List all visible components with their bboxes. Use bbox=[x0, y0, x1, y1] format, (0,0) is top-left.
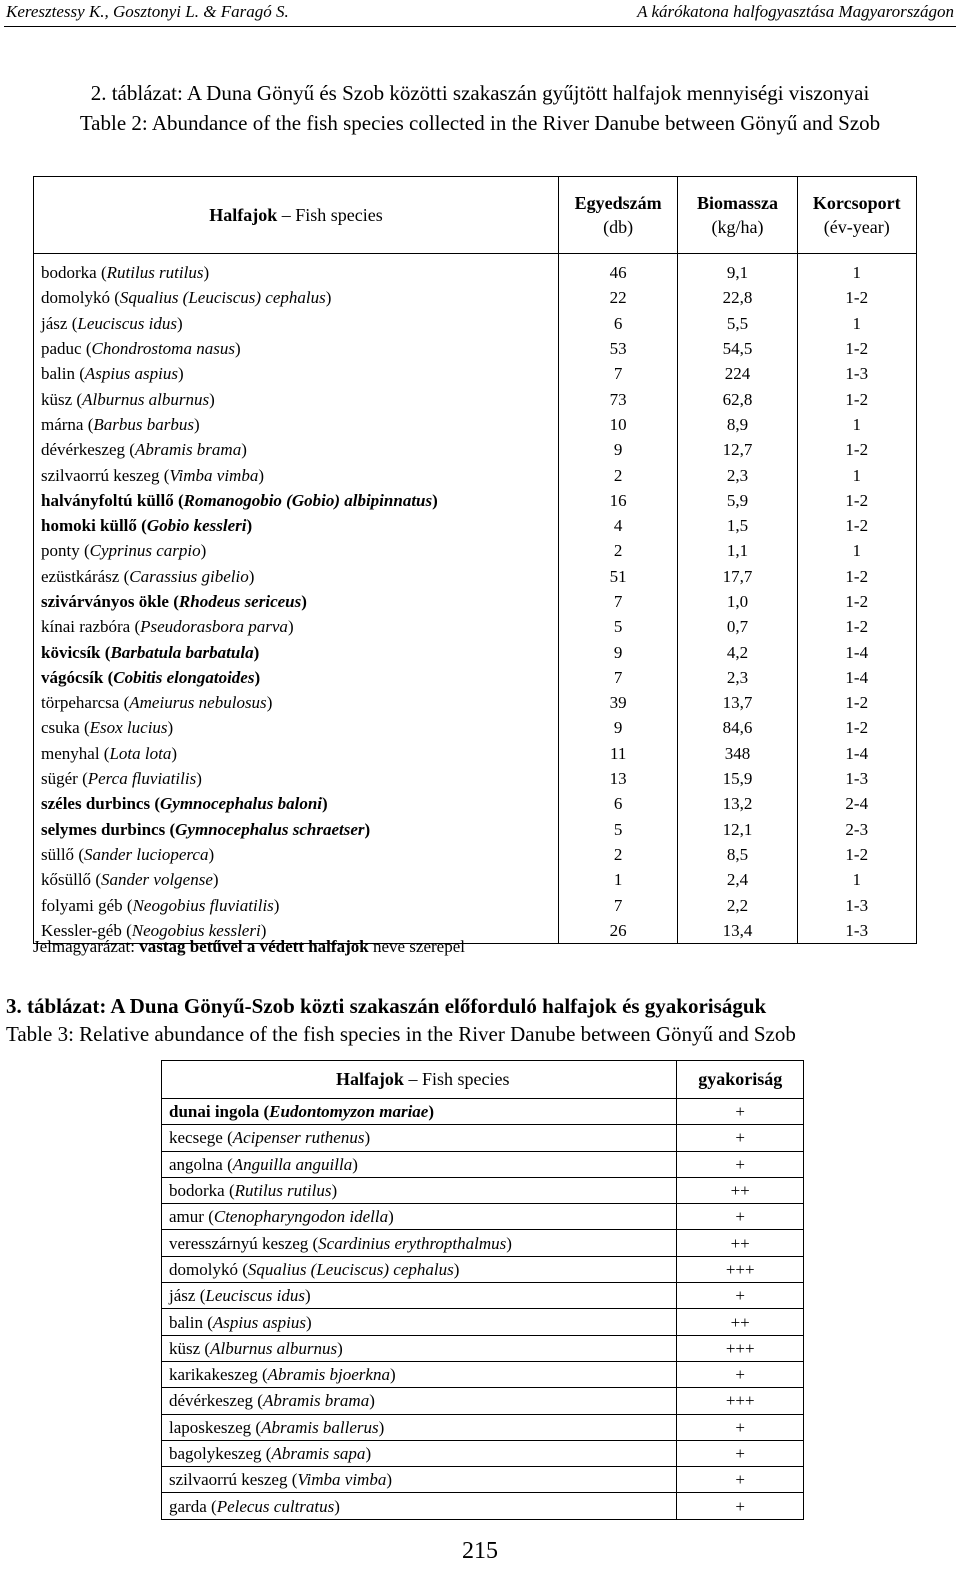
count-cell: 7 bbox=[558, 892, 677, 917]
species-cell: Kessler-géb (Neogobius kessleri) bbox=[41, 920, 267, 940]
species-cell: ponty (Cyprinus carpio) bbox=[41, 541, 207, 561]
count-cell: 2 bbox=[558, 462, 677, 487]
table-row bbox=[162, 1125, 804, 1151]
frequency-cell: + bbox=[677, 1283, 804, 1309]
species-common-name: laposkeszeg bbox=[169, 1417, 252, 1437]
frequency-cell: +++ bbox=[677, 1388, 804, 1414]
table-row bbox=[34, 437, 917, 462]
age-group-cell: 1-2 bbox=[797, 386, 916, 411]
count-cell: 13 bbox=[558, 766, 677, 791]
species-cell: balin (Aspius aspius) bbox=[41, 364, 184, 384]
species-cell: jász (Leuciscus idus) bbox=[162, 1283, 677, 1309]
species-latin-name: Rutilus rutilus bbox=[106, 263, 204, 283]
species-latin-name: Sander volgense bbox=[100, 870, 213, 890]
age-group-cell: 1-2 bbox=[797, 513, 916, 538]
biomass-cell: 2,4 bbox=[678, 867, 797, 892]
species-common-name: csuka bbox=[41, 718, 80, 738]
table-row bbox=[162, 1467, 804, 1493]
table-row bbox=[34, 538, 917, 563]
table-row bbox=[34, 842, 917, 867]
species-common-name: sügér bbox=[41, 769, 78, 789]
age-group-cell: 2-3 bbox=[797, 817, 916, 842]
species-common-name: ezüstkárász bbox=[41, 566, 120, 586]
biomass-cell: 5,9 bbox=[678, 488, 797, 513]
species-cell: balin (Aspius aspius) bbox=[162, 1309, 677, 1335]
species-latin-name: Aspius aspius bbox=[212, 1312, 306, 1332]
table-row bbox=[34, 741, 917, 766]
running-head-rule bbox=[4, 26, 956, 27]
table3-caption-en: Table 3: Relative abundance of the fish species in the River Danube between Gönyű and Szob bbox=[6, 1022, 796, 1046]
biomass-cell: 0,7 bbox=[678, 614, 797, 639]
biomass-cell: 2,3 bbox=[678, 462, 797, 487]
table2-legend: Jelmagyarázat: vastag betűvel a védett halfajok neve szerepel bbox=[33, 937, 465, 956]
biomass-cell: 84,6 bbox=[678, 715, 797, 740]
count-cell: 11 bbox=[558, 741, 677, 766]
age-group-cell: 1-3 bbox=[797, 918, 916, 944]
table-row bbox=[34, 766, 917, 791]
species-cell: bodorka (Rutilus rutilus) bbox=[162, 1177, 677, 1203]
age-group-cell: 1 bbox=[797, 260, 916, 285]
age-group-cell: 1 bbox=[797, 412, 916, 437]
species-cell: dunai ingola (Eudontomyzon mariae) bbox=[162, 1099, 677, 1125]
species-common-name: menyhal bbox=[41, 743, 100, 763]
page-number: 215 bbox=[462, 1538, 498, 1564]
species-latin-name: Abramis ballerus bbox=[261, 1417, 379, 1437]
biomass-cell: 2,3 bbox=[678, 665, 797, 690]
age-group-cell: 2-4 bbox=[797, 791, 916, 816]
species-cell: küsz (Alburnus alburnus) bbox=[41, 389, 215, 409]
table-row bbox=[34, 715, 917, 740]
biomass-cell: 8,9 bbox=[678, 412, 797, 437]
biomass-cell: 1,5 bbox=[678, 513, 797, 538]
biomass-cell: 2,2 bbox=[678, 892, 797, 917]
table-row bbox=[162, 1361, 804, 1387]
species-common-name: bodorka bbox=[169, 1181, 225, 1201]
species-cell: karikakeszeg (Abramis bjoerkna) bbox=[162, 1361, 677, 1387]
species-cell: szivárványos ökle (Rhodeus sericeus) bbox=[41, 592, 307, 611]
running-head bbox=[6, 2, 954, 26]
frequency-cell: + bbox=[677, 1151, 804, 1177]
table-row bbox=[34, 665, 917, 690]
table3-header-row bbox=[162, 1061, 804, 1099]
running-head-authors: Keresztessy K., Gosztonyi L. & Faragó S. bbox=[6, 2, 289, 21]
table-row bbox=[34, 639, 917, 664]
age-group-cell: 1-3 bbox=[797, 361, 916, 386]
table2-header-biomass: Biomassza (kg/ha) bbox=[678, 177, 797, 254]
species-latin-name: Abramis brama bbox=[262, 1391, 370, 1411]
table-row bbox=[34, 285, 917, 310]
count-cell: 46 bbox=[558, 260, 677, 285]
species-cell: homoki küllő (Gobio kessleri) bbox=[41, 516, 253, 536]
count-cell: 53 bbox=[558, 336, 677, 361]
table2-caption-hu: 2. táblázat: A Duna Gönyű és Szob közötti szakaszán gyűjtött halfajok mennyiségi viszonyai bbox=[90, 81, 870, 105]
count-cell: 2 bbox=[558, 842, 677, 867]
count-cell: 51 bbox=[558, 564, 677, 589]
species-common-name: törpeharcsa bbox=[41, 693, 120, 713]
frequency-cell: +++ bbox=[677, 1335, 804, 1361]
species-common-name: homoki küllő bbox=[41, 516, 137, 536]
table-row bbox=[34, 361, 917, 386]
species-cell: kínai razbóra (Pseudorasbora parva) bbox=[41, 617, 294, 637]
count-cell: 5 bbox=[558, 614, 677, 639]
species-cell: törpeharcsa (Ameiurus nebulosus) bbox=[41, 693, 273, 713]
species-common-name: balin bbox=[169, 1312, 203, 1332]
age-group-cell: 1-2 bbox=[797, 285, 916, 310]
species-cell: széles durbincs (Gymnocephalus baloni) bbox=[41, 794, 328, 814]
species-cell: bagolykeszeg (Abramis sapa) bbox=[162, 1440, 677, 1466]
species-latin-name: Neogobius fluviatilis bbox=[132, 895, 274, 915]
biomass-cell: 1,0 bbox=[678, 589, 797, 614]
frequency-cell: ++ bbox=[677, 1309, 804, 1335]
species-common-name: vágócsík bbox=[41, 667, 104, 687]
table-row bbox=[162, 1204, 804, 1230]
species-common-name: karikakeszeg bbox=[169, 1365, 258, 1385]
count-cell: 4 bbox=[558, 513, 677, 538]
table-row bbox=[34, 311, 917, 336]
age-group-cell: 1 bbox=[797, 311, 916, 336]
species-cell: vágócsík (Cobitis elongatoides) bbox=[41, 667, 261, 687]
age-group-cell: 1-2 bbox=[797, 614, 916, 639]
table3-caption bbox=[6, 992, 796, 1048]
table-row bbox=[34, 412, 917, 437]
species-cell: küsz (Alburnus alburnus) bbox=[162, 1335, 677, 1361]
species-latin-name: Sander lucioperca bbox=[83, 844, 209, 864]
species-common-name: kecsege bbox=[169, 1128, 223, 1148]
table-row bbox=[34, 817, 917, 842]
frequency-cell: + bbox=[677, 1361, 804, 1387]
species-latin-name: Aspius aspius bbox=[84, 364, 178, 384]
running-head-title: A kárókatona halfogyasztása Magyarországon bbox=[637, 2, 954, 21]
species-common-name: süllő bbox=[41, 844, 75, 864]
table-row bbox=[34, 260, 917, 285]
age-group-cell: 1-4 bbox=[797, 665, 916, 690]
species-common-name: halványfoltú küllő bbox=[41, 490, 174, 510]
table2-body bbox=[34, 254, 917, 944]
count-cell: 7 bbox=[558, 589, 677, 614]
count-cell: 2 bbox=[558, 538, 677, 563]
frequency-cell: + bbox=[677, 1099, 804, 1125]
species-common-name: dunai ingola bbox=[169, 1102, 260, 1122]
species-cell: kősüllő (Sander volgense) bbox=[41, 870, 219, 890]
table3-header-frequency: gyakoriság bbox=[677, 1061, 804, 1099]
table-row bbox=[162, 1283, 804, 1309]
species-latin-name: Gymnocephalus baloni bbox=[160, 794, 323, 814]
table-row bbox=[162, 1493, 804, 1519]
table-row bbox=[162, 1335, 804, 1361]
species-latin-name: Romanogobio (Gobio) albipinnatus bbox=[183, 490, 433, 510]
species-latin-name: Barbatula barbatula bbox=[110, 642, 254, 662]
table-row bbox=[34, 892, 917, 917]
species-common-name: amur bbox=[169, 1207, 204, 1227]
table2-header-species: Halfajok – Fish species bbox=[34, 177, 559, 254]
table-row bbox=[34, 589, 917, 614]
table-row bbox=[162, 1388, 804, 1414]
table2-header-count: Egyedszám (db) bbox=[558, 177, 677, 254]
species-common-name: domolykó bbox=[41, 288, 110, 308]
count-cell: 6 bbox=[558, 311, 677, 336]
species-latin-name: Chondrostoma nasus bbox=[91, 339, 235, 359]
biomass-cell: 12,1 bbox=[678, 817, 797, 842]
biomass-cell: 9,1 bbox=[678, 260, 797, 285]
species-common-name: veresszárnyú keszeg bbox=[169, 1233, 309, 1253]
biomass-cell: 17,7 bbox=[678, 564, 797, 589]
species-common-name: bodorka bbox=[41, 263, 97, 283]
table3-caption-hu: 3. táblázat: A Duna Gönyű-Szob közti szakaszán előforduló halfajok és gyakoriságuk bbox=[6, 994, 767, 1018]
table-row bbox=[162, 1414, 804, 1440]
table-row bbox=[34, 690, 917, 715]
table2-caption-en: Table 2: Abundance of the fish species collected in the River Danube between Gönyű and Szob bbox=[79, 111, 881, 135]
age-group-cell: 1-2 bbox=[797, 488, 916, 513]
species-latin-name: Acipenser ruthenus bbox=[232, 1128, 365, 1148]
species-latin-name: Ameiurus nebulosus bbox=[129, 693, 267, 713]
species-cell: domolykó (Squalius (Leuciscus) cephalus) bbox=[41, 288, 332, 308]
age-group-cell: 1-3 bbox=[797, 766, 916, 791]
species-common-name: szilvaorrú keszeg bbox=[169, 1470, 288, 1490]
age-group-cell: 1-2 bbox=[797, 715, 916, 740]
table-row bbox=[162, 1099, 804, 1125]
frequency-cell: + bbox=[677, 1493, 804, 1519]
species-cell: laposkeszeg (Abramis ballerus) bbox=[162, 1414, 677, 1440]
species-cell: csuka (Esox lucius) bbox=[41, 718, 174, 738]
table-row bbox=[34, 614, 917, 639]
species-common-name: selymes durbincs bbox=[41, 819, 166, 839]
table2-header-age: Korcsoport (év-year) bbox=[797, 177, 916, 254]
species-latin-name: Anguilla anguilla bbox=[232, 1154, 353, 1174]
species-latin-name: Eudontomyzon mariae bbox=[269, 1102, 429, 1122]
biomass-cell: 13,7 bbox=[678, 690, 797, 715]
species-common-name: kínai razbóra bbox=[41, 617, 131, 637]
table-row bbox=[34, 336, 917, 361]
species-common-name: szilvaorrú keszeg bbox=[41, 465, 160, 485]
species-common-name: Kessler-géb bbox=[41, 920, 122, 940]
species-common-name: széles durbincs bbox=[41, 794, 151, 814]
species-common-name: küsz bbox=[41, 389, 73, 409]
frequency-cell: ++ bbox=[677, 1230, 804, 1256]
biomass-cell: 8,5 bbox=[678, 842, 797, 867]
species-cell: garda (Pelecus cultratus) bbox=[162, 1493, 677, 1519]
age-group-cell: 1 bbox=[797, 867, 916, 892]
table-row bbox=[34, 386, 917, 411]
table-row bbox=[34, 462, 917, 487]
species-cell: kecsege (Acipenser ruthenus) bbox=[162, 1125, 677, 1151]
age-group-cell: 1-4 bbox=[797, 639, 916, 664]
table-row bbox=[34, 867, 917, 892]
species-cell: dévérkeszeg (Abramis brama) bbox=[41, 440, 247, 460]
species-common-name: küsz bbox=[169, 1338, 201, 1358]
species-latin-name: Barbus barbus bbox=[93, 414, 195, 434]
frequency-cell: ++ bbox=[677, 1177, 804, 1203]
species-latin-name: Squalius (Leuciscus) cephalus bbox=[119, 288, 326, 308]
frequency-cell: + bbox=[677, 1440, 804, 1466]
age-group-cell: 1-2 bbox=[797, 690, 916, 715]
biomass-cell: 13,4 bbox=[678, 918, 797, 944]
species-cell: folyami géb (Neogobius fluviatilis) bbox=[41, 895, 280, 915]
species-cell: süllő (Sander lucioperca) bbox=[41, 844, 215, 864]
table-row bbox=[34, 564, 917, 589]
species-cell: halványfoltú küllő (Romanogobio (Gobio) albipinnatus) bbox=[41, 490, 438, 510]
species-latin-name: Esox lucius bbox=[89, 718, 168, 738]
table-row bbox=[34, 488, 917, 513]
age-group-cell: 1 bbox=[797, 462, 916, 487]
age-group-cell: 1 bbox=[797, 538, 916, 563]
species-latin-name: Scardinius erythropthalmus bbox=[318, 1233, 507, 1253]
age-group-cell: 1-2 bbox=[797, 842, 916, 867]
table3-body bbox=[162, 1099, 804, 1520]
species-latin-name: Neogobius kessleri bbox=[131, 920, 261, 940]
species-latin-name: Cyprinus carpio bbox=[89, 541, 201, 561]
species-common-name: folyami géb bbox=[41, 895, 123, 915]
species-common-name: dévérkeszeg bbox=[169, 1391, 254, 1411]
table-row bbox=[162, 1230, 804, 1256]
biomass-cell: 4,2 bbox=[678, 639, 797, 664]
species-latin-name: Gymnocephalus schraetser bbox=[175, 819, 365, 839]
count-cell: 39 bbox=[558, 690, 677, 715]
biomass-cell: 13,2 bbox=[678, 791, 797, 816]
species-latin-name: Abramis bjoerkna bbox=[267, 1365, 390, 1385]
table-row bbox=[162, 1440, 804, 1466]
species-latin-name: Pseudorasbora parva bbox=[140, 617, 288, 637]
biomass-cell: 15,9 bbox=[678, 766, 797, 791]
species-common-name: bagolykeszeg bbox=[169, 1444, 262, 1463]
biomass-cell: 12,7 bbox=[678, 437, 797, 462]
frequency-cell: + bbox=[677, 1467, 804, 1493]
table2-caption bbox=[0, 78, 960, 138]
species-common-name: kősüllő bbox=[41, 870, 92, 890]
species-common-name: balin bbox=[41, 364, 75, 384]
count-cell: 6 bbox=[558, 791, 677, 816]
species-cell: ezüstkárász (Carassius gibelio) bbox=[41, 566, 255, 586]
species-latin-name: Alburnus alburnus bbox=[82, 389, 210, 409]
biomass-cell: 348 bbox=[678, 741, 797, 766]
species-latin-name: Lota lota bbox=[109, 743, 172, 763]
age-group-cell: 1-3 bbox=[797, 892, 916, 917]
count-cell: 7 bbox=[558, 665, 677, 690]
table-row bbox=[162, 1151, 804, 1177]
species-common-name: jász bbox=[41, 313, 68, 333]
species-latin-name: Leuciscus idus bbox=[77, 313, 177, 333]
species-common-name: kövicsík bbox=[41, 642, 101, 662]
frequency-cell: + bbox=[677, 1204, 804, 1230]
frequency-cell: + bbox=[677, 1125, 804, 1151]
biomass-cell: 1,1 bbox=[678, 538, 797, 563]
biomass-cell: 62,8 bbox=[678, 386, 797, 411]
species-latin-name: Carassius gibelio bbox=[129, 566, 249, 586]
biomass-cell: 54,5 bbox=[678, 336, 797, 361]
species-common-name: garda bbox=[169, 1496, 207, 1516]
species-common-name: paduc bbox=[41, 339, 82, 359]
species-common-name: dévérkeszeg bbox=[41, 440, 126, 460]
table3-header-species: Halfajok – Fish species bbox=[162, 1061, 677, 1099]
frequency-cell: + bbox=[677, 1414, 804, 1440]
age-group-cell: 1-2 bbox=[797, 437, 916, 462]
count-cell: 9 bbox=[558, 639, 677, 664]
table-row bbox=[34, 513, 917, 538]
table3-fish-frequency bbox=[161, 1060, 804, 1520]
count-cell: 5 bbox=[558, 817, 677, 842]
table-row bbox=[162, 1309, 804, 1335]
species-latin-name: Abramis sapa bbox=[271, 1444, 366, 1463]
species-common-name: domolykó bbox=[169, 1259, 238, 1279]
count-cell: 73 bbox=[558, 386, 677, 411]
count-cell: 22 bbox=[558, 285, 677, 310]
count-cell: 10 bbox=[558, 412, 677, 437]
frequency-cell: +++ bbox=[677, 1256, 804, 1282]
species-cell: jász (Leuciscus idus) bbox=[41, 313, 183, 333]
species-latin-name: Cobitis elongatoides bbox=[113, 667, 255, 687]
species-cell: domolykó (Squalius (Leuciscus) cephalus) bbox=[162, 1256, 677, 1282]
species-cell: sügér (Perca fluviatilis) bbox=[41, 769, 202, 789]
species-latin-name: Perca fluviatilis bbox=[87, 769, 197, 789]
table2-fish-abundance bbox=[33, 176, 917, 944]
species-common-name: angolna bbox=[169, 1154, 223, 1174]
species-latin-name: Alburnus alburnus bbox=[210, 1338, 338, 1358]
species-latin-name: Pelecus cultratus bbox=[216, 1496, 335, 1516]
age-group-cell: 1-2 bbox=[797, 336, 916, 361]
count-cell: 9 bbox=[558, 437, 677, 462]
count-cell: 9 bbox=[558, 715, 677, 740]
species-cell: márna (Barbus barbus) bbox=[41, 414, 200, 434]
table-row bbox=[34, 791, 917, 816]
species-cell: bodorka (Rutilus rutilus) bbox=[41, 263, 210, 283]
species-cell: amur (Ctenopharyngodon idella) bbox=[162, 1204, 677, 1230]
count-cell: 7 bbox=[558, 361, 677, 386]
species-cell: angolna (Anguilla anguilla) bbox=[162, 1151, 677, 1177]
table-row bbox=[162, 1177, 804, 1203]
count-cell: 26 bbox=[558, 918, 677, 944]
species-cell: szilvaorrú keszeg (Vimba vimba) bbox=[162, 1467, 677, 1493]
species-latin-name: Vimba vimba bbox=[169, 465, 259, 485]
age-group-cell: 1-2 bbox=[797, 564, 916, 589]
biomass-cell: 5,5 bbox=[678, 311, 797, 336]
species-latin-name: Abramis brama bbox=[134, 440, 242, 460]
species-latin-name: Vimba vimba bbox=[297, 1470, 387, 1490]
species-latin-name: Ctenopharyngodon idella bbox=[213, 1207, 389, 1227]
species-cell: menyhal (Lota lota) bbox=[41, 743, 178, 763]
species-latin-name: Leuciscus idus bbox=[205, 1286, 305, 1306]
species-common-name: szivárványos ökle bbox=[41, 592, 169, 611]
table-row bbox=[162, 1256, 804, 1282]
species-cell: szilvaorrú keszeg (Vimba vimba) bbox=[41, 465, 264, 485]
biomass-cell: 224 bbox=[678, 361, 797, 386]
species-cell: kövicsík (Barbatula barbatula) bbox=[41, 642, 260, 662]
age-group-cell: 1-4 bbox=[797, 741, 916, 766]
table2-header-row bbox=[34, 177, 917, 254]
species-latin-name: Rutilus rutilus bbox=[234, 1181, 332, 1201]
species-common-name: márna bbox=[41, 414, 84, 434]
species-cell: selymes durbincs (Gymnocephalus schraetser) bbox=[41, 819, 371, 839]
count-cell: 1 bbox=[558, 867, 677, 892]
species-cell: paduc (Chondrostoma nasus) bbox=[41, 339, 241, 359]
species-common-name: ponty bbox=[41, 541, 80, 561]
count-cell: 16 bbox=[558, 488, 677, 513]
species-latin-name: Rhodeus sericeus bbox=[178, 592, 302, 611]
age-group-cell: 1-2 bbox=[797, 589, 916, 614]
biomass-cell: 22,8 bbox=[678, 285, 797, 310]
species-latin-name: Gobio kessleri bbox=[146, 516, 247, 536]
species-cell: veresszárnyú keszeg (Scardinius erythropthalmus) bbox=[162, 1230, 677, 1256]
species-common-name: jász bbox=[169, 1286, 196, 1306]
species-latin-name: Squalius (Leuciscus) cephalus bbox=[247, 1259, 454, 1279]
species-cell: dévérkeszeg (Abramis brama) bbox=[162, 1388, 677, 1414]
